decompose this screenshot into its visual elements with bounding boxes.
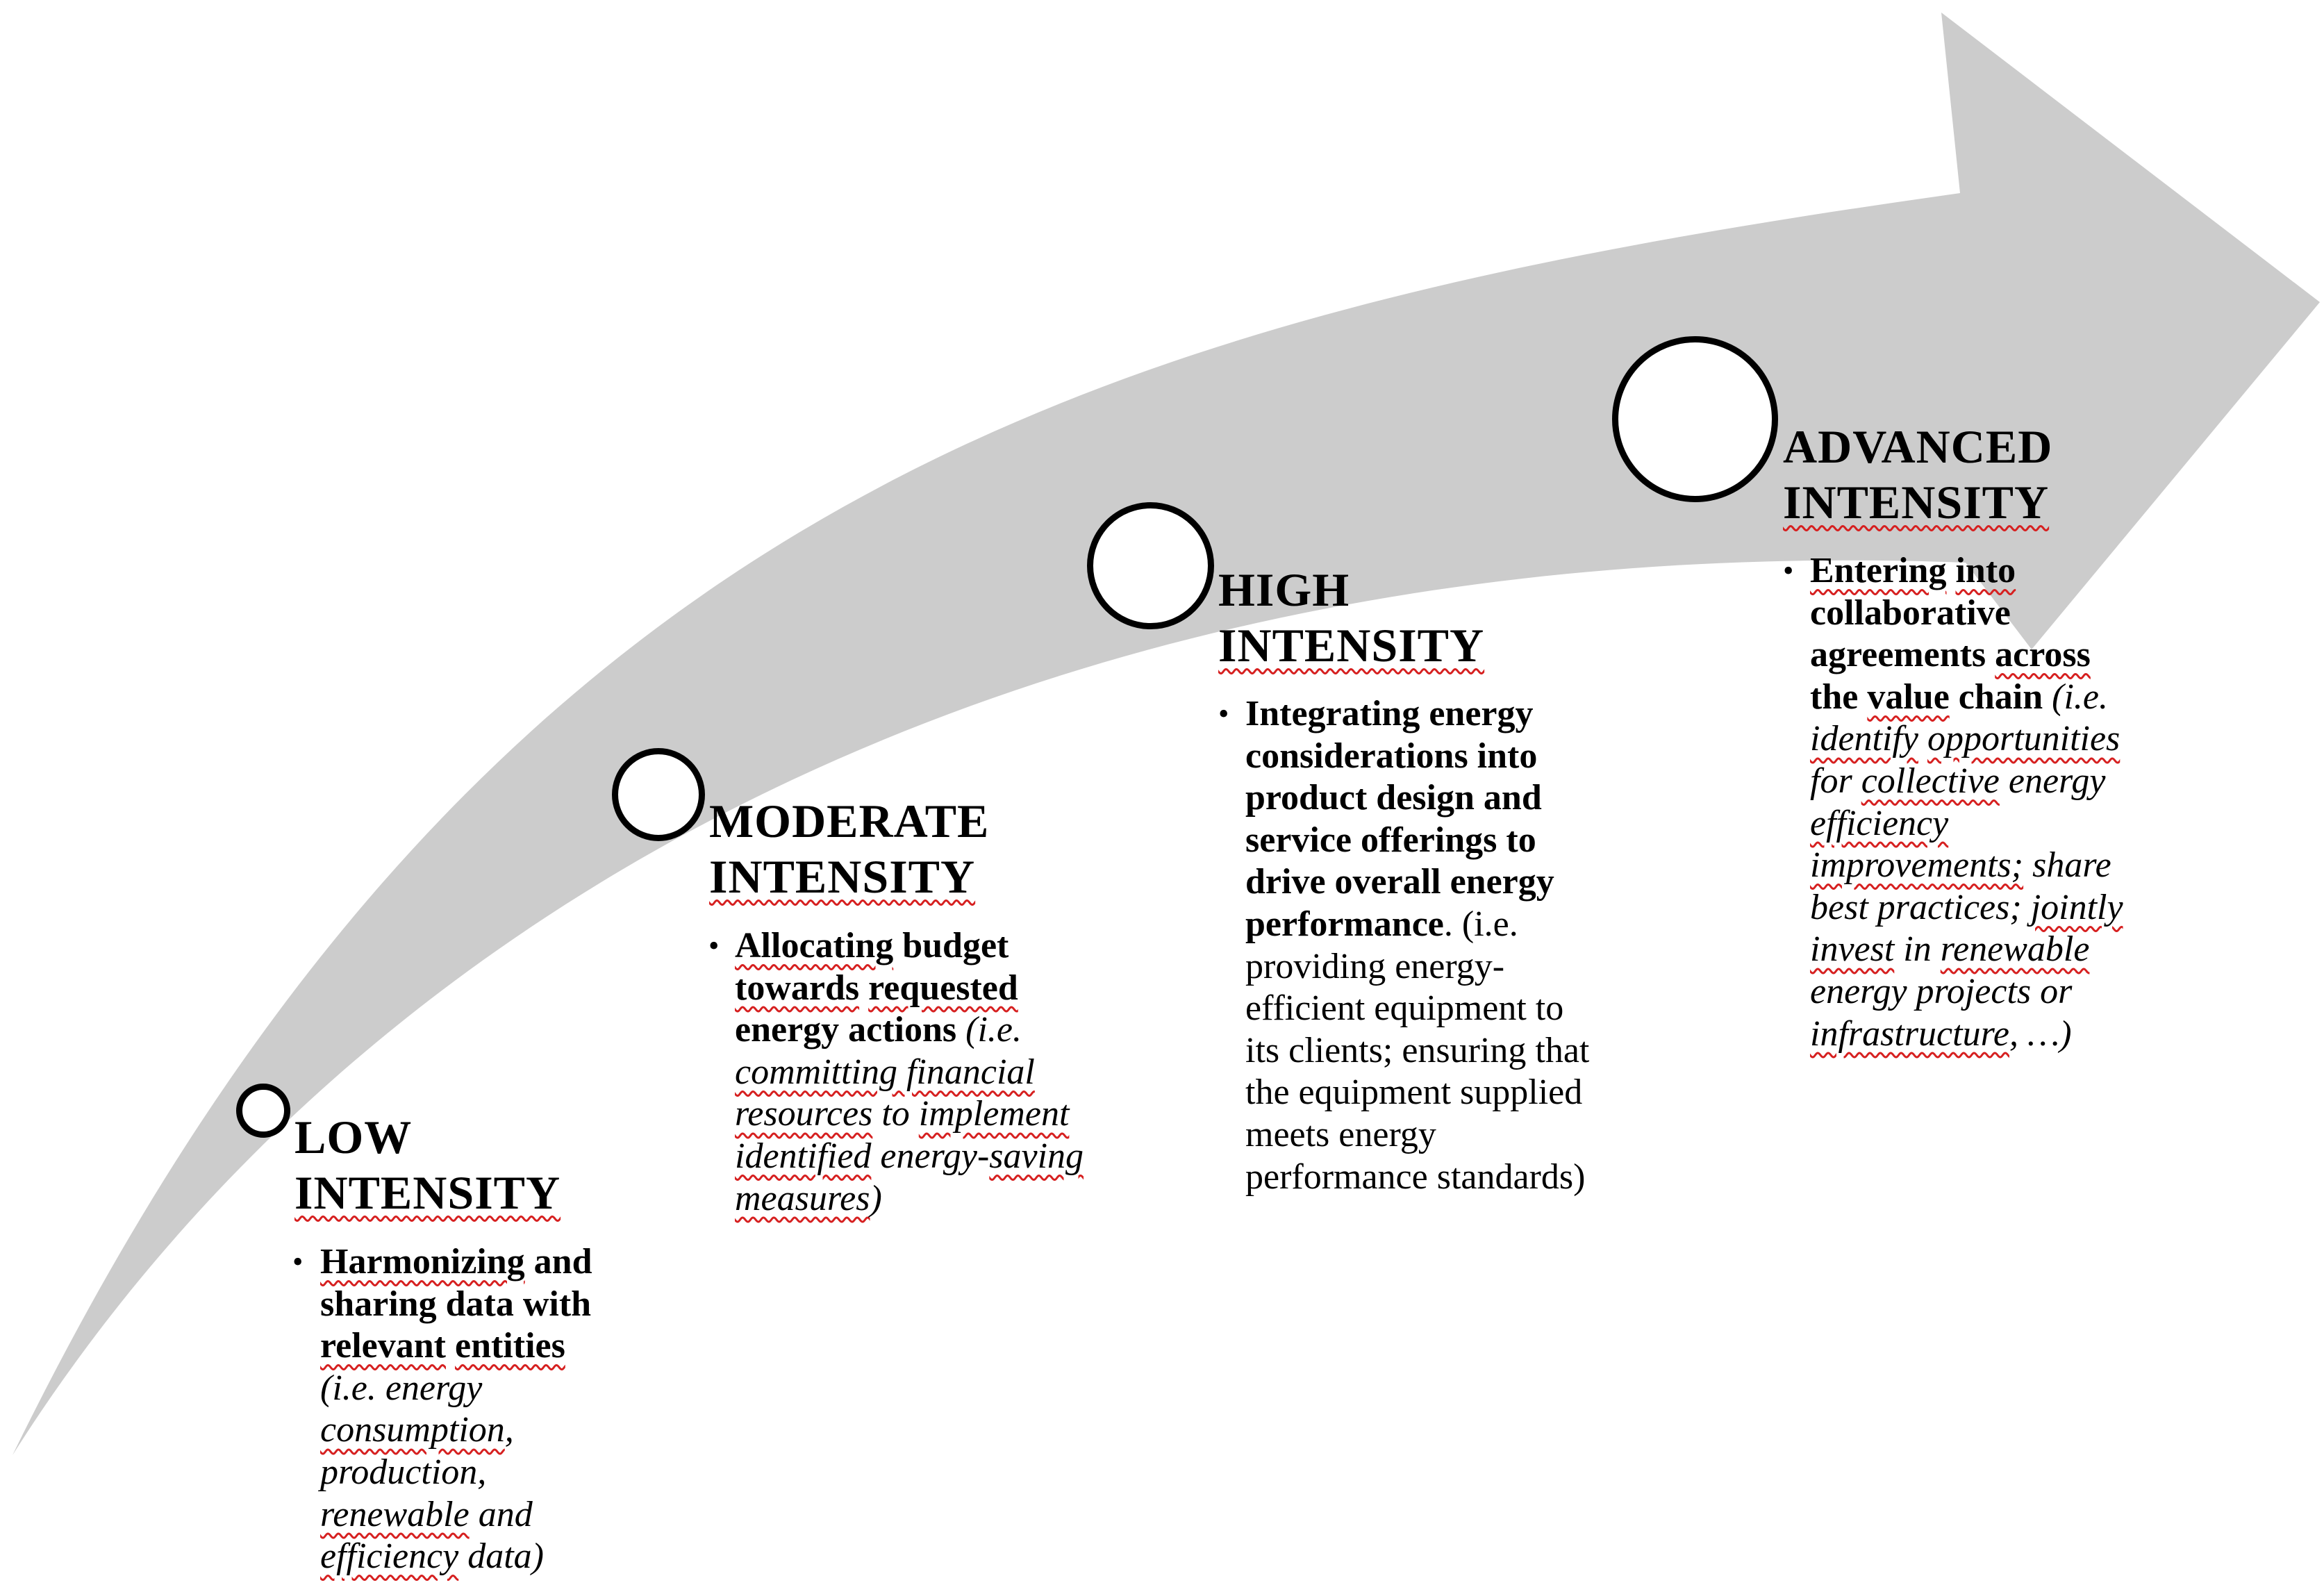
low-text: , [504,1410,514,1450]
advanced-text: for [1810,761,1861,801]
stage-high-circle-icon [1087,502,1214,629]
advanced-text: jointly [2030,887,2123,927]
high-text: product design and [1245,778,1542,818]
advanced-text: the [1810,677,1868,717]
stage-low-description [320,1241,592,1578]
high-text: Integrating energy [1245,694,1534,733]
advanced-text: identify [1810,719,1918,759]
low-text: consumption [320,1410,505,1450]
stage-high-title [1218,562,1484,673]
low-text: data) [458,1536,544,1577]
moderate-text [859,968,868,1008]
advanced-text [1918,719,1927,758]
moderate-text: Allocating [735,926,894,965]
stage-low-circle-icon [236,1084,290,1138]
stage-advanced-circle-icon [1612,336,1778,502]
moderate-text: budget [893,926,1009,965]
stage-advanced-title-line1: ADVANCED [1783,420,2053,473]
stage-advanced-title-line2: INTENSITY [1783,476,2050,529]
moderate-text: resources [735,1094,873,1134]
low-text: and [524,1242,592,1282]
stage-low-bullet-icon: • [292,1245,304,1279]
high-text: performance [1245,904,1444,944]
moderate-text: towards [735,968,860,1008]
advanced-text: in [1894,929,1941,970]
low-text: efficiency [320,1536,459,1577]
moderate-text: requested [868,968,1018,1008]
advanced-text: energy projects or [1810,971,2073,1011]
advanced-text: , …) [2009,1013,2072,1054]
advanced-text: (i.e. [2043,677,2108,717]
high-text: meets energy [1245,1114,1436,1154]
moderate-text: committing financial [735,1052,1035,1092]
advanced-text: chain [1949,677,2043,717]
advanced-text [1946,551,1955,590]
advanced-text: invest [1810,929,1895,970]
advanced-text: efficiency [1810,803,1949,843]
low-text [446,1326,455,1366]
low-text: relevant [320,1326,446,1366]
stage-moderate-circle-icon [612,748,705,841]
low-text: entities [454,1326,565,1366]
low-text: renewable [320,1494,470,1534]
high-text: performance standards) [1245,1156,1586,1197]
stage-low-title [294,1109,561,1220]
high-text: efficient equipment to [1245,988,1564,1029]
advanced-text: agreements [1810,635,1995,675]
high-text: . (i.e. [1443,904,1518,944]
moderate-text: implement [918,1094,1070,1134]
advanced-text: improvements; [1810,845,2024,886]
moderate-text: saving [989,1136,1084,1176]
moderate-text: ) [870,1178,882,1218]
low-text: sharing data with [320,1284,592,1324]
low-text: (i.e. energy [320,1368,483,1408]
moderate-text: (i.e. [956,1010,1022,1050]
moderate-text: measures [735,1178,870,1218]
advanced-text: into [1955,551,2016,590]
high-text: service offerings to [1245,820,1536,860]
high-text: its clients; ensuring that [1245,1030,1590,1070]
low-text: and [469,1494,533,1534]
low-text: Harmonizing [320,1242,525,1282]
stage-moderate-title [709,793,989,904]
advanced-text: opportunities [1927,719,2120,759]
high-text: drive overall energy [1245,862,1554,902]
stage-moderate-title-line1: MODERATE [709,795,990,847]
stage-high-description [1245,693,1589,1198]
advanced-text: infrastructure [1810,1013,2009,1054]
advanced-text: collaborative [1810,592,2011,633]
stage-moderate-bullet-icon: • [708,929,720,963]
stage-advanced-bullet-icon: • [1783,554,1794,588]
advanced-text: renewable [1940,929,2090,970]
stage-high-bullet-icon: • [1218,697,1229,731]
stage-advanced-description [1810,550,2123,1055]
advanced-text: collective [1861,761,2000,801]
stage-high-title-line1: HIGH [1218,563,1350,616]
stage-high-title-line2: INTENSITY [1218,619,1485,672]
moderate-text: energy actions [735,1010,957,1050]
advanced-text: energy [1999,761,2106,801]
moderate-text: energy- [871,1136,990,1176]
high-text: considerations into [1245,736,1538,776]
moderate-text: identified [735,1136,872,1176]
stage-moderate-title-line2: INTENSITY [709,850,976,903]
stage-advanced-title [1783,419,2052,530]
advanced-text: value [1867,677,1950,717]
advanced-text: share [2023,845,2111,886]
advanced-text: across [1995,635,2091,675]
high-text: providing energy- [1245,946,1505,986]
moderate-text: to [872,1094,919,1134]
high-text: the equipment supplied [1245,1072,1583,1113]
advanced-text: Entering [1810,551,1947,590]
stage-low-title-line1: LOW [294,1111,413,1163]
advanced-text: best practices; [1810,887,2031,927]
stage-low-title-line2: INTENSITY [294,1166,561,1219]
stage-moderate-description [735,925,1084,1220]
low-text: production, [320,1452,487,1492]
